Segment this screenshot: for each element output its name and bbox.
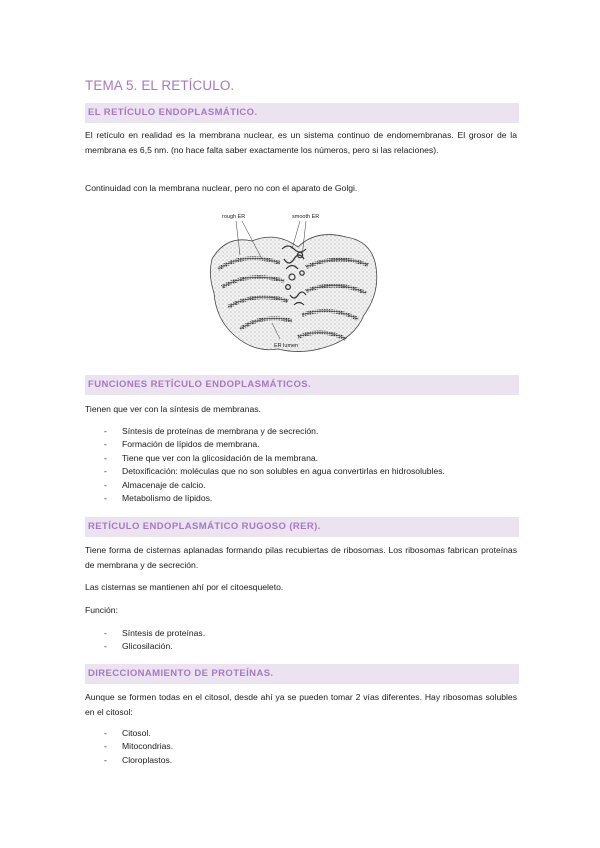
section-heading-reticulo: EL RETÍCULO ENDOPLASMÁTICO. xyxy=(85,103,519,123)
list-item: - Tiene que ver con la glicosidación de la membrana. xyxy=(104,452,319,463)
section-heading-funciones: FUNCIONES RETÍCULO ENDOPLASMÁTICOS. xyxy=(85,375,519,395)
paragraph-rer-funcion: Función: xyxy=(85,605,118,615)
label-smooth-er: smooth ER xyxy=(292,214,320,220)
paragraph-continuidad: Continuidad con la membrana nuclear, pero no con el aparato de Golgi. xyxy=(85,183,358,193)
list-item: - Síntesis de proteínas. xyxy=(104,628,206,638)
er-diagram-svg xyxy=(206,207,382,359)
section-heading-rer: RETÍCULO ENDOPLASMÁTICO RUGOSO (RER). xyxy=(85,517,519,537)
paragraph-rer-forma: Tiene forma de cisternas aplanadas formando pilas recubiertas de ribosomas. Los ribosomas fabrican proteínas de membrana y de secreción. xyxy=(85,545,517,570)
list-rer-funcion xyxy=(85,627,519,654)
paragraph-direccionamiento: Aunque se formen todas en el citosol, desde ahí ya se pueden tomar 2 vías diferentes. Hay ribosomas solubles en el citosol: xyxy=(85,692,517,717)
er-illustration xyxy=(206,207,382,359)
label-er-lumen: ER lumen xyxy=(274,343,299,349)
list-funciones xyxy=(85,425,519,505)
paragraph-definicion: El retículo en realidad es la membrana nuclear, es un sistema continuo de endomembranas. El grosor de la membrana es 6,5 nm. (no hace falta saber exactamente los números, pero si las relaciones). xyxy=(85,130,517,155)
list-item: - Formación de lípidos de membrana. xyxy=(104,439,260,450)
paragraph-rer-cisternas: Las cisternas se mantienen ahí por el citoesqueleto. xyxy=(85,582,284,592)
list-item: - Almacenaje de calcio. xyxy=(104,479,206,490)
section-heading-direccionamiento: DIRECCIONAMIENTO DE PROTEÍNAS. xyxy=(85,664,519,684)
paragraph-funciones-intro: Tienen que ver con la síntesis de membranas. xyxy=(85,404,261,414)
list-item: - Mitocondrias. xyxy=(104,741,174,752)
list-item: - Cloroplastos. xyxy=(104,754,173,765)
label-leader-line xyxy=(292,221,300,249)
document-title: TEMA 5. EL RETÍCULO. xyxy=(85,78,235,93)
er-lumen-region xyxy=(210,235,376,352)
list-item: - Citosol. xyxy=(104,728,151,738)
label-rough-er: rough ER xyxy=(222,214,246,220)
list-item: - Glicosilación. xyxy=(104,641,173,652)
list-direccionamiento xyxy=(85,727,519,767)
list-item: - Detoxificación: moléculas que no son solubles en agua convertirlas en hidrosolubles. xyxy=(104,466,445,477)
list-item: - Metabolismo de lípidos. xyxy=(104,492,213,503)
list-item: - Síntesis de proteínas de membrana y de secreción. xyxy=(104,426,319,436)
